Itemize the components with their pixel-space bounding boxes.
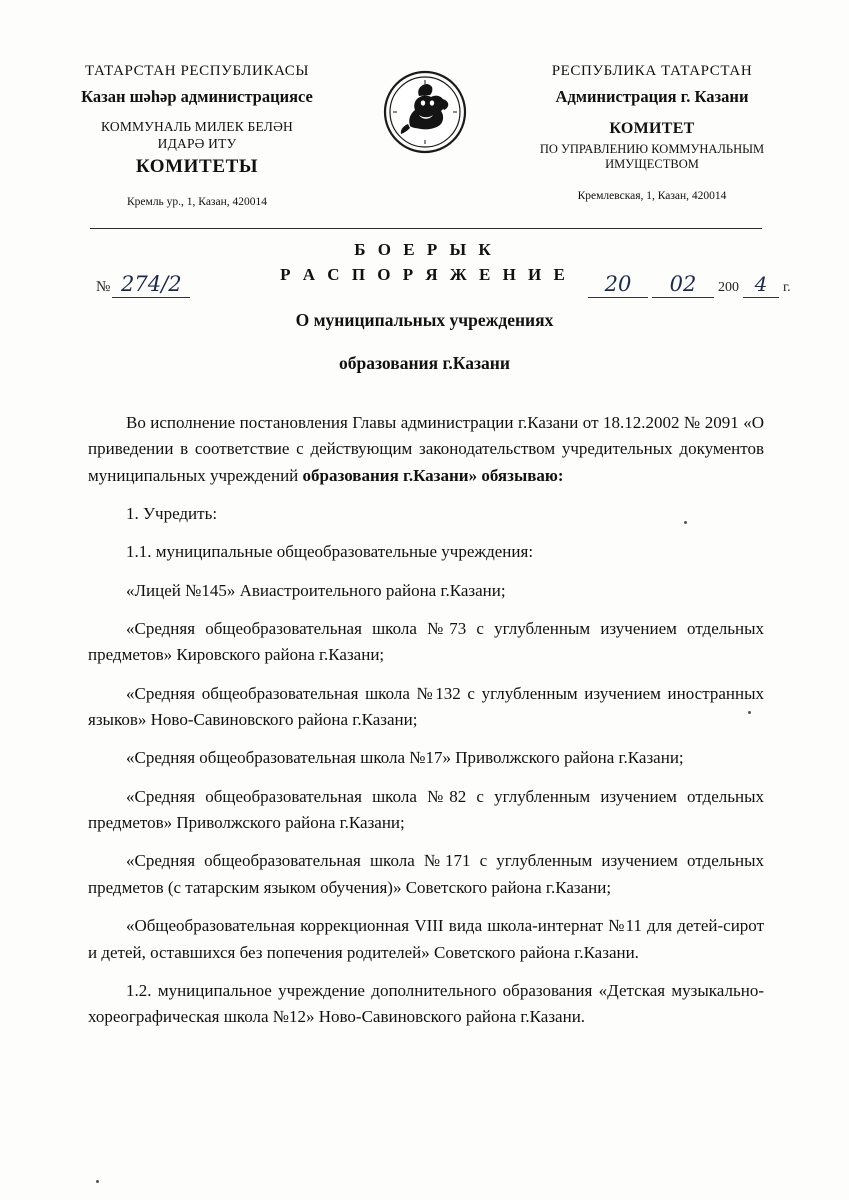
body-paragraph: 1.2. муниципальное учреждение дополнительного образования «Детская музыкально-хореографическая школа №12» Ново-Савиновского района г.Казани. xyxy=(88,980,764,1027)
body-paragraph: Во исполнение постановления Главы администрации г.Казани от 18.12.2002 № 2091 «О приведении в соответствие с действующим законодательством учредительных документов муниципальных учреждений образования г.Казани» обязываю: xyxy=(88,413,764,485)
document-year-suffix: г. xyxy=(783,280,791,295)
letterhead-tatar-address: Кремль ур., 1, Казан, 420014 xyxy=(127,196,267,209)
letterhead-tatar-line2: Казан шәһәр администрациясе xyxy=(81,87,313,107)
coat-of-arms-icon xyxy=(383,70,467,154)
body-paragraph: 1.1. муниципальные общеобразовательные учреждения: xyxy=(126,542,534,562)
letterhead-tatar-line5: КОМИТЕТЫ xyxy=(135,156,259,178)
subject-line-2: образования г.Казани xyxy=(339,353,510,373)
scan-speck xyxy=(96,1180,99,1183)
document-number-label: № xyxy=(96,279,111,295)
letterhead-russian-block xyxy=(507,52,797,204)
body-paragraph: «Средняя общеобразовательная школа №82 с углубленным изучением отдельных предметов» Приволжского района г.Казани; xyxy=(88,786,764,833)
letterhead-tatar-line3: КОММУНАЛЬ МИЛЕК БЕЛӘН xyxy=(101,119,293,135)
document-date-field xyxy=(588,272,791,298)
letterhead xyxy=(52,52,797,210)
body-bold-clause: образования г.Казани» обязываю: xyxy=(302,465,564,485)
subject-line-1: О муниципальных учреждениях xyxy=(295,310,554,330)
scan-speck xyxy=(684,521,687,524)
document-year-value: 4 xyxy=(743,272,779,298)
letterhead-russian-line5: ИМУЩЕСТВОМ xyxy=(605,157,699,172)
body-paragraph: «Общеобразовательная коррекционная VIII вида школа-интернат №11 для детей-сирот и детей, оставшихся без попечения родителей» Советского района г.Казани. xyxy=(88,916,764,962)
title-russian: Р А С П О Р Я Ж Е Н И Е xyxy=(280,265,569,284)
body-paragraph: 1. Учредить: xyxy=(126,504,218,524)
header-divider xyxy=(90,228,762,229)
document-year-prefix: 200 xyxy=(718,280,739,295)
letterhead-russian-line1: РЕСПУБЛИКА ТАТАРСТАН xyxy=(551,63,753,79)
document-number-value: 274/2 xyxy=(112,272,190,298)
document-date-month: 02 xyxy=(652,272,714,298)
letterhead-russian-line3: КОМИТЕТ xyxy=(609,120,695,138)
body-paragraph: «Средняя общеобразовательная школа №17» Приволжского района г.Казани; xyxy=(126,748,684,768)
document-body xyxy=(88,410,764,1043)
document-number-field xyxy=(96,272,190,298)
body-paragraph: «Средняя общеобразовательная школа №171 с углубленным изучением отдельных предметов (с татарским языком обучения)» Советского района г.Казани; xyxy=(88,851,764,897)
body-paragraph: «Средняя общеобразовательная школа №132 с углубленным изучением иностранных языков» Ново-Савиновского района г.Казани; xyxy=(88,683,764,730)
letterhead-russian-address: Кремлевская, 1, Казан, 420014 xyxy=(577,190,727,203)
letterhead-tatar-line4: ИДАРӘ ИТУ xyxy=(157,136,237,152)
scan-speck xyxy=(748,711,751,714)
letterhead-tatar-line1: ТАТАРСТАН РЕСПУБЛИКАСЫ xyxy=(84,63,310,79)
body-paragraph: «Средняя общеобразовательная школа №73 с углубленным изучением отдельных предметов» Кировского района г.Казани; xyxy=(88,619,764,665)
document-date-day: 20 xyxy=(588,272,648,298)
document-subject xyxy=(0,310,849,374)
title-tatar: Б О Е Р Ы К xyxy=(354,240,495,259)
letterhead-tatar-block xyxy=(52,52,342,210)
body-paragraph: «Лицей №145» Авиастроительного района г.Казани; xyxy=(126,580,506,600)
letterhead-russian-line2: Администрация г. Казани xyxy=(555,87,749,107)
letterhead-russian-line4: ПО УПРАВЛЕНИЮ КОММУНАЛЬНЫМ xyxy=(539,141,765,156)
